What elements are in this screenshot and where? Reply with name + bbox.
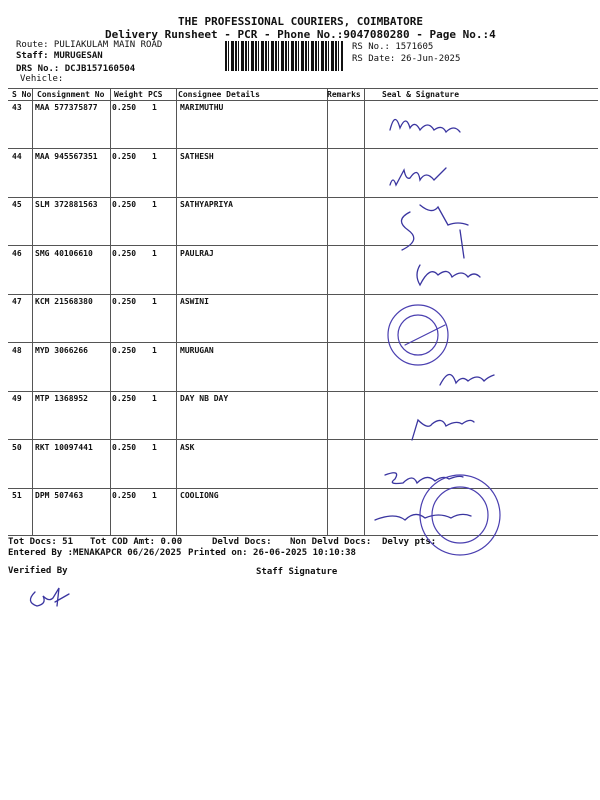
staff-signature: Staff Signature — [256, 567, 338, 577]
signature-44 — [390, 168, 446, 185]
signature-45 — [401, 205, 468, 258]
entered-by: Entered By :MENAKAPCR 06/26/2025 — [8, 548, 182, 558]
cell-name: ASWINI — [180, 297, 209, 306]
cell-pcs: 1 — [152, 151, 157, 161]
cell-sno: 50 — [12, 442, 22, 452]
signature-49 — [412, 420, 474, 440]
runsheet-subtitle: Delivery Runsheet - PCR - Phone No.:9047080280 - Page No.:4 — [105, 28, 496, 41]
cell-name: ASK — [180, 442, 195, 452]
rs-date: RS Date: 26-Jun-2025 — [352, 54, 461, 64]
cell-name: PAULRAJ — [180, 248, 214, 258]
cell-wt: 0.250 — [112, 345, 137, 355]
route: Route: PULIAKULAM MAIN ROAD — [16, 40, 163, 50]
col-weight: Weight — [114, 90, 143, 99]
stamp-47 — [388, 305, 448, 365]
col-sno: S No — [12, 90, 32, 99]
col-consignee: Consignee Details — [178, 90, 260, 99]
cell-wt: 0.250 — [112, 491, 137, 500]
cell-wt: 0.250 — [112, 200, 137, 209]
drs-number: DRS No.: DCJB157160504 — [16, 64, 136, 74]
cell-cn: KCM 21568380 — [35, 297, 93, 306]
cell-sno: 44 — [12, 151, 22, 161]
cell-cn: MAA 577375877 — [35, 103, 98, 112]
signature-51 — [375, 514, 471, 520]
cell-sno: 47 — [12, 297, 22, 306]
cell-cn: MAA 945567351 — [35, 151, 98, 161]
total-docs: Tot Docs: 51 — [8, 537, 74, 547]
cell-pcs: 1 — [152, 442, 157, 452]
cell-wt: 0.250 — [112, 442, 137, 452]
cell-pcs: 1 — [152, 248, 157, 258]
cell-name: MARIMUTHU — [180, 103, 224, 112]
non-delivered-docs: Non Delvd Docs: — [290, 537, 372, 547]
verified-by: Verified By — [8, 566, 68, 576]
staff: Staff: MURUGESAN — [16, 51, 103, 61]
delivery-points: Delvy pts: — [382, 537, 437, 547]
cell-cn: MTP 1368952 — [35, 394, 88, 403]
col-consignment: Consignment No — [37, 90, 105, 99]
cell-name: SATHYAPRIYA — [180, 200, 233, 209]
cell-cn: RKT 10097441 — [35, 442, 93, 452]
signature-50 — [385, 473, 463, 484]
company-title: THE PROFESSIONAL COURIERS, COIMBATORE — [178, 15, 424, 28]
delivered-docs: Delvd Docs: — [212, 537, 272, 547]
cell-name: MURUGAN — [180, 345, 214, 355]
col-signature: Seal & Signature — [382, 90, 460, 99]
cell-cn: SMG 40106610 — [35, 248, 93, 258]
cell-sno: 48 — [12, 345, 22, 355]
cell-sno: 43 — [12, 103, 22, 112]
cell-pcs: 1 — [152, 103, 157, 112]
verified-signature — [30, 588, 69, 606]
vehicle: Vehicle: — [20, 74, 64, 84]
cell-name: SATHESH — [180, 151, 214, 161]
cell-sno: 46 — [12, 248, 22, 258]
cell-wt: 0.250 — [112, 248, 137, 258]
cell-name: COOLIONG — [180, 491, 219, 500]
cell-wt: 0.250 — [112, 103, 137, 112]
total-cod: Tot COD Amt: 0.00 — [90, 537, 183, 547]
cell-cn: SLM 372881563 — [35, 200, 98, 209]
cell-wt: 0.250 — [112, 394, 137, 403]
signature-46 — [417, 265, 480, 285]
col-pcs: PCS — [148, 90, 163, 99]
cell-wt: 0.250 — [112, 297, 137, 306]
cell-cn: MYD 3066266 — [35, 345, 88, 355]
cell-sno: 51 — [12, 491, 22, 500]
cell-pcs: 1 — [152, 491, 157, 500]
cell-pcs: 1 — [152, 297, 157, 306]
cell-name: DAY NB DAY — [180, 394, 229, 403]
cell-cn: DPM 507463 — [35, 491, 84, 500]
cell-pcs: 1 — [152, 200, 157, 209]
col-remarks: Remarks — [327, 90, 361, 99]
printed-on: Printed on: 26-06-2025 10:10:38 — [188, 548, 356, 558]
signature-43 — [390, 119, 460, 132]
signature-48 — [440, 374, 494, 385]
cell-sno: 49 — [12, 394, 22, 403]
cell-sno: 45 — [12, 200, 22, 209]
cell-pcs: 1 — [152, 345, 157, 355]
rs-number: RS No.: 1571605 — [352, 42, 434, 52]
cell-wt: 0.250 — [112, 151, 137, 161]
cell-pcs: 1 — [152, 394, 157, 403]
